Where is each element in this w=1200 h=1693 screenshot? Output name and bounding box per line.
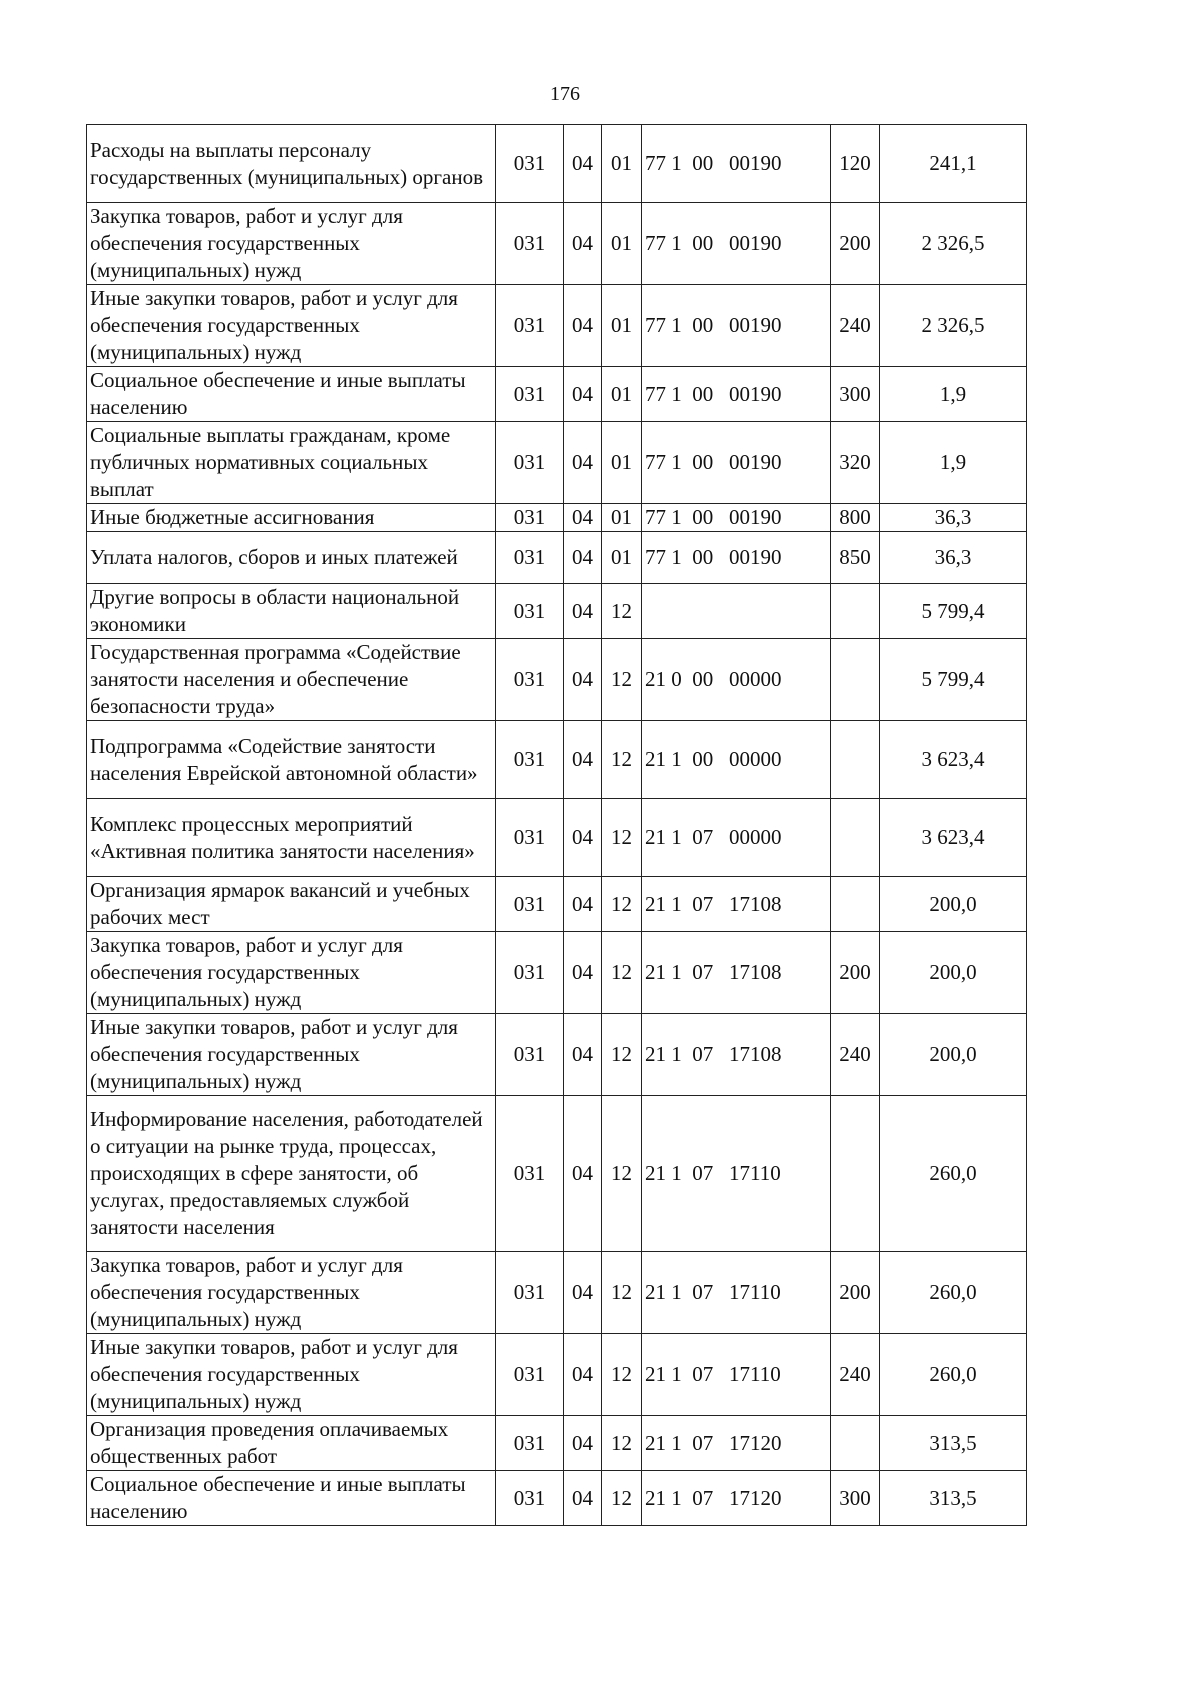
- row-target-article-code: [642, 584, 831, 639]
- row-target-article-code: 21 1 07 17108: [642, 932, 831, 1014]
- row-section-code: 04: [564, 584, 602, 639]
- table-row: [87, 532, 1027, 584]
- row-name: Подпрограмма «Содействие занятости населения Еврейской автономной области»: [87, 721, 496, 799]
- row-name: Социальное обеспечение и иные выплаты населению: [87, 1471, 496, 1526]
- row-target-article-code: 21 1 07 17110: [642, 1334, 831, 1416]
- row-section-code: 04: [564, 1096, 602, 1252]
- row-target-article-code: 77 1 00 00190: [642, 285, 831, 367]
- row-target-article-code: 21 1 00 00000: [642, 721, 831, 799]
- table-row: [87, 285, 1027, 367]
- row-expense-type-code: 200: [831, 203, 880, 285]
- row-admin-code: 031: [496, 877, 564, 932]
- row-target-article-code: 77 1 00 00190: [642, 203, 831, 285]
- row-name: Уплата налогов, сборов и иных платежей: [87, 532, 496, 584]
- row-section-code: 04: [564, 1471, 602, 1526]
- row-name: Закупка товаров, работ и услуг для обеспечения государственных (муниципальных) нужд: [87, 203, 496, 285]
- row-amount: 313,5: [880, 1416, 1027, 1471]
- table-row: [87, 584, 1027, 639]
- row-section-code: 04: [564, 422, 602, 504]
- row-amount: 1,9: [880, 422, 1027, 504]
- row-target-article-code: 21 1 07 17110: [642, 1252, 831, 1334]
- table-row: [87, 125, 1027, 203]
- budget-table: [86, 124, 1027, 1526]
- table-row: [87, 1416, 1027, 1471]
- row-target-article-code: 77 1 00 00190: [642, 504, 831, 532]
- table-row: [87, 1096, 1027, 1252]
- table-row: [87, 504, 1027, 532]
- row-admin-code: 031: [496, 1416, 564, 1471]
- row-admin-code: 031: [496, 125, 564, 203]
- row-admin-code: 031: [496, 932, 564, 1014]
- table-row: [87, 1014, 1027, 1096]
- table-row: [87, 932, 1027, 1014]
- row-amount: 260,0: [880, 1252, 1027, 1334]
- row-admin-code: 031: [496, 367, 564, 422]
- row-amount: 200,0: [880, 932, 1027, 1014]
- row-target-article-code: 21 1 07 00000: [642, 799, 831, 877]
- row-amount: 200,0: [880, 877, 1027, 932]
- row-name: Иные бюджетные ассигнования: [87, 504, 496, 532]
- table-row: [87, 1252, 1027, 1334]
- row-name: Расходы на выплаты персоналу государственных (муниципальных) органов: [87, 125, 496, 203]
- row-expense-type-code: [831, 584, 880, 639]
- row-section-code: 04: [564, 125, 602, 203]
- row-target-article-code: 77 1 00 00190: [642, 422, 831, 504]
- row-subsection-code: 12: [602, 799, 642, 877]
- row-subsection-code: 01: [602, 125, 642, 203]
- table-row: [87, 367, 1027, 422]
- row-section-code: 04: [564, 932, 602, 1014]
- table-row: [87, 877, 1027, 932]
- row-section-code: 04: [564, 721, 602, 799]
- row-subsection-code: 01: [602, 422, 642, 504]
- table-row: [87, 203, 1027, 285]
- table-row: [87, 799, 1027, 877]
- row-subsection-code: 12: [602, 1252, 642, 1334]
- row-expense-type-code: [831, 1096, 880, 1252]
- row-target-article-code: 21 1 07 17120: [642, 1416, 831, 1471]
- row-name: Иные закупки товаров, работ и услуг для обеспечения государственных (муниципальных) нужд: [87, 1014, 496, 1096]
- row-admin-code: 031: [496, 532, 564, 584]
- row-section-code: 04: [564, 877, 602, 932]
- row-name: Закупка товаров, работ и услуг для обеспечения государственных (муниципальных) нужд: [87, 1252, 496, 1334]
- row-expense-type-code: 240: [831, 1334, 880, 1416]
- row-subsection-code: 01: [602, 532, 642, 584]
- row-name: Социальное обеспечение и иные выплаты населению: [87, 367, 496, 422]
- row-amount: 260,0: [880, 1096, 1027, 1252]
- row-amount: 260,0: [880, 1334, 1027, 1416]
- row-admin-code: 031: [496, 721, 564, 799]
- row-amount: 3 623,4: [880, 721, 1027, 799]
- row-admin-code: 031: [496, 203, 564, 285]
- row-amount: 313,5: [880, 1471, 1027, 1526]
- row-section-code: 04: [564, 1014, 602, 1096]
- row-name: Информирование населения, работодателей о ситуации на рынке труда, процессах, происходящих в сфере занятости, об услугах, предоставляемых службой занятости населения: [87, 1096, 496, 1252]
- row-subsection-code: 01: [602, 504, 642, 532]
- row-section-code: 04: [564, 1416, 602, 1471]
- row-name: Комплекс процессных мероприятий «Активная политика занятости населения»: [87, 799, 496, 877]
- row-subsection-code: 12: [602, 932, 642, 1014]
- row-amount: 1,9: [880, 367, 1027, 422]
- row-target-article-code: 21 1 07 17120: [642, 1471, 831, 1526]
- row-admin-code: 031: [496, 584, 564, 639]
- row-target-article-code: 21 1 07 17108: [642, 877, 831, 932]
- row-amount: 5 799,4: [880, 639, 1027, 721]
- row-subsection-code: 12: [602, 1334, 642, 1416]
- row-expense-type-code: 320: [831, 422, 880, 504]
- row-admin-code: 031: [496, 1014, 564, 1096]
- row-amount: 5 799,4: [880, 584, 1027, 639]
- row-section-code: 04: [564, 1334, 602, 1416]
- row-subsection-code: 01: [602, 203, 642, 285]
- row-section-code: 04: [564, 639, 602, 721]
- row-admin-code: 031: [496, 639, 564, 721]
- row-expense-type-code: [831, 877, 880, 932]
- row-subsection-code: 01: [602, 367, 642, 422]
- row-section-code: 04: [564, 203, 602, 285]
- row-section-code: 04: [564, 1252, 602, 1334]
- row-expense-type-code: 240: [831, 285, 880, 367]
- row-name: Государственная программа «Содействие занятости населения и обеспечение безопасности труда»: [87, 639, 496, 721]
- row-admin-code: 031: [496, 1334, 564, 1416]
- row-section-code: 04: [564, 504, 602, 532]
- row-expense-type-code: 240: [831, 1014, 880, 1096]
- row-subsection-code: 12: [602, 1096, 642, 1252]
- row-expense-type-code: 300: [831, 1471, 880, 1526]
- table-row: [87, 721, 1027, 799]
- row-admin-code: 031: [496, 1096, 564, 1252]
- row-name: Иные закупки товаров, работ и услуг для обеспечения государственных (муниципальных) нужд: [87, 1334, 496, 1416]
- row-amount: 200,0: [880, 1014, 1027, 1096]
- row-admin-code: 031: [496, 285, 564, 367]
- row-target-article-code: 21 1 07 17108: [642, 1014, 831, 1096]
- row-expense-type-code: 120: [831, 125, 880, 203]
- row-amount: 3 623,4: [880, 799, 1027, 877]
- row-section-code: 04: [564, 285, 602, 367]
- row-subsection-code: 12: [602, 584, 642, 639]
- row-amount: 36,3: [880, 504, 1027, 532]
- row-admin-code: 031: [496, 504, 564, 532]
- row-name: Другие вопросы в области национальной экономики: [87, 584, 496, 639]
- row-subsection-code: 12: [602, 721, 642, 799]
- row-expense-type-code: [831, 799, 880, 877]
- row-section-code: 04: [564, 367, 602, 422]
- row-expense-type-code: [831, 639, 880, 721]
- row-subsection-code: 12: [602, 877, 642, 932]
- row-section-code: 04: [564, 532, 602, 584]
- row-target-article-code: 77 1 00 00190: [642, 125, 831, 203]
- row-name: Организация ярмарок вакансий и учебных рабочих мест: [87, 877, 496, 932]
- row-name: Закупка товаров, работ и услуг для обеспечения государственных (муниципальных) нужд: [87, 932, 496, 1014]
- row-name: Организация проведения оплачиваемых общественных работ: [87, 1416, 496, 1471]
- row-expense-type-code: 850: [831, 532, 880, 584]
- row-admin-code: 031: [496, 422, 564, 504]
- row-target-article-code: 77 1 00 00190: [642, 367, 831, 422]
- table-row: [87, 639, 1027, 721]
- row-target-article-code: 21 1 07 17110: [642, 1096, 831, 1252]
- row-expense-type-code: 300: [831, 367, 880, 422]
- row-name: Иные закупки товаров, работ и услуг для обеспечения государственных (муниципальных) нужд: [87, 285, 496, 367]
- row-section-code: 04: [564, 799, 602, 877]
- row-subsection-code: 01: [602, 285, 642, 367]
- row-expense-type-code: [831, 721, 880, 799]
- page-number: 176: [550, 83, 580, 105]
- table-row: [87, 1471, 1027, 1526]
- row-name: Социальные выплаты гражданам, кроме публичных нормативных социальных выплат: [87, 422, 496, 504]
- row-expense-type-code: 200: [831, 932, 880, 1014]
- row-expense-type-code: 200: [831, 1252, 880, 1334]
- row-target-article-code: 77 1 00 00190: [642, 532, 831, 584]
- row-amount: 241,1: [880, 125, 1027, 203]
- row-expense-type-code: 800: [831, 504, 880, 532]
- row-subsection-code: 12: [602, 639, 642, 721]
- row-amount: 36,3: [880, 532, 1027, 584]
- row-expense-type-code: [831, 1416, 880, 1471]
- row-amount: 2 326,5: [880, 285, 1027, 367]
- row-admin-code: 031: [496, 799, 564, 877]
- row-subsection-code: 12: [602, 1471, 642, 1526]
- row-amount: 2 326,5: [880, 203, 1027, 285]
- table-row: [87, 1334, 1027, 1416]
- row-subsection-code: 12: [602, 1416, 642, 1471]
- row-subsection-code: 12: [602, 1014, 642, 1096]
- table-row: [87, 422, 1027, 504]
- row-target-article-code: 21 0 00 00000: [642, 639, 831, 721]
- row-admin-code: 031: [496, 1252, 564, 1334]
- row-admin-code: 031: [496, 1471, 564, 1526]
